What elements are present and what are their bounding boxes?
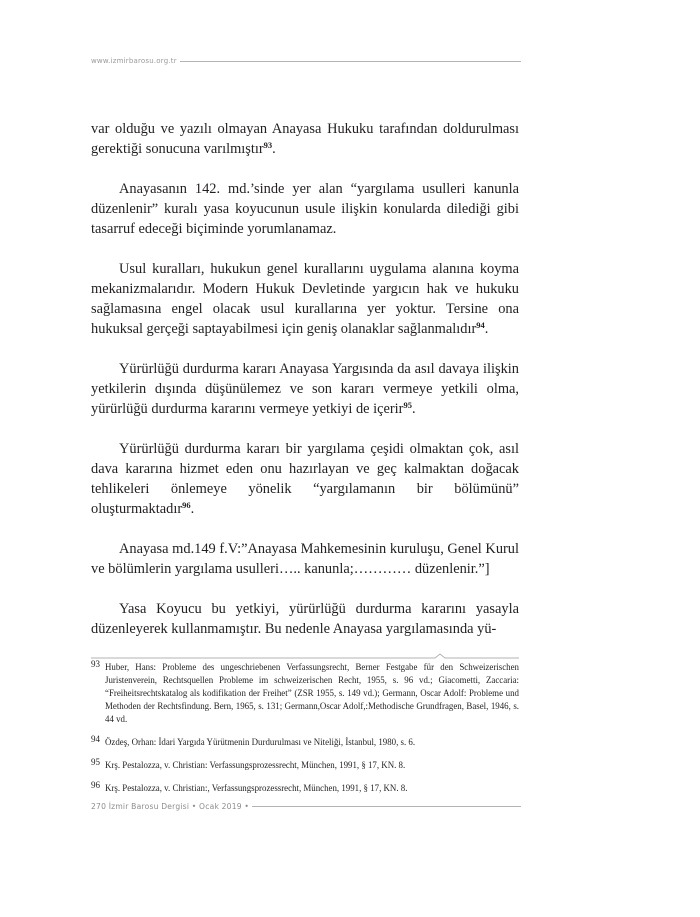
footnotes [91, 661, 519, 805]
paragraph-6 [91, 539, 519, 579]
paragraph-6-text: Anayasa md.149 f.V:”Anayasa Mahkemesinin kuruluşu, Genel Kurul ve bölümlerin yargılama usulleri….. kanunla;………… düzenlenir.”] [91, 541, 519, 577]
footnote-number: 94 [91, 734, 100, 744]
footnote-ref-94[interactable]: 94 [476, 320, 485, 330]
footnote-ref-96[interactable]: 96 [182, 500, 191, 510]
paragraph-7 [91, 599, 519, 639]
paragraph-4-text: Yürürlüğü durdurma kararı Anayasa Yargısında da asıl davaya ilişkin yetkilerin dışında düşünülemez ve son kararı vermeye yetkili olma, yürürlüğü durdurma kararını vermeye yetkiyi de içerir [91, 361, 519, 417]
footnote-96 [91, 782, 519, 795]
footnote-number: 93 [91, 659, 100, 669]
footer-rule [252, 806, 521, 807]
paragraph-3 [91, 259, 519, 339]
paragraph-4-end: . [411, 401, 416, 417]
footnote-text: Huber, Hans: Probleme des ungeschriebenen Verfassungsrecht, Berner Festgabe für den Schweizerischen Juristenverein, Rechtsquellen Probleme im schweizerischen Recht, 1955, s. 96 vd.; Giacometti, Zaccaria: “Freiheitsrechtskatalog als kodifikation der Freihet” (ZSR 1955, s. 149 vd.); Germann, Oscar Adolf: Probleme und Methoden der Rechtsfindung. Bern, 1965, s. 131; Germann,Oscar Adolf,:Methodische Grundfragen, Basel, 1946, s. 44 vd. [105, 662, 519, 724]
paragraph-4 [91, 359, 519, 419]
paragraph-3-text: Usul kuralları, hukukun genel kurallarını uygulama alanına koyma mekanizmalarıdır. Modern Hukuk Devletinde yargıcın hak ve hukuku sağlamasına engel olacak usul kurallarına yer yoktur. Tersine ona hukuksal gerçeği saptayabilmesi için geniş olanaklar sağlanmalıdır [91, 261, 519, 337]
paragraph-2 [91, 179, 519, 239]
paragraph-5-end: . [190, 501, 195, 517]
footnote-95 [91, 759, 519, 772]
footnote-94 [91, 736, 519, 749]
header-rule [180, 61, 521, 62]
footnote-text: Krş. Pestalozza, v. Christian: Verfassungsprozessrecht, München, 1991, § 17, KN. 8. [105, 760, 406, 770]
paragraph-7-text: Yasa Koyucu bu yetkiyi, yürürlüğü durdurma kararını yasayla düzenleyerek kullanmamıştır. Bu nedenle Anayasa yargılamasında yü- [91, 601, 519, 637]
paragraph-3-end: . [484, 321, 489, 337]
footnote-ref-93[interactable]: 93 [263, 140, 273, 150]
running-footer [91, 799, 521, 813]
footnote-text: Krş. Pestalozza, v. Christian:, Verfassungsprozessrecht, München, 1991, § 17, KN. 8. [105, 783, 408, 793]
main-text [91, 119, 519, 639]
footnote-number: 96 [91, 780, 100, 790]
header-url[interactable]: www.izmirbarosu.org.tr [91, 57, 177, 65]
footnote-number: 95 [91, 757, 100, 767]
running-header [91, 54, 521, 68]
footnote-93 [91, 661, 519, 726]
footnote-ref-95[interactable]: 95 [403, 400, 412, 410]
paragraph-1 [91, 119, 519, 159]
paragraph-2-text: Anayasanın 142. md.’sinde yer alan “yargılama usulleri kanunla düzenlenir” kuralı yasa koyucunun usule ilişkin konularda dilediği gibi tasarruf edeceği biçiminde yorumlanamaz. [91, 181, 519, 237]
paragraph-5-text: Yürürlüğü durdurma kararı bir yargılama çeşidi olmaktan çok, asıl dava kararına hizmet eden onu hazırlayan ve geç kalmaktan doğacak tehlikeleri önlemeye yönelik “yargılamanın bir bölümünü” oluşturmaktadır [91, 441, 519, 517]
footer-text: 270 İzmir Barosu Dergisi • Ocak 2019 • [91, 801, 250, 811]
footnote-text: Özdeş, Orhan: İdari Yargıda Yürütmenin Durdurulması ve Niteliği, İstanbul, 1980, s. 6. [105, 737, 416, 747]
paragraph-1-end: . [272, 141, 276, 157]
paragraph-5 [91, 439, 519, 519]
paragraph-1-text: var olduğu ve yazılı olmayan Anayasa Hukuku tarafından doldurulması gerektiği sonucuna varılmıştır [91, 121, 519, 157]
